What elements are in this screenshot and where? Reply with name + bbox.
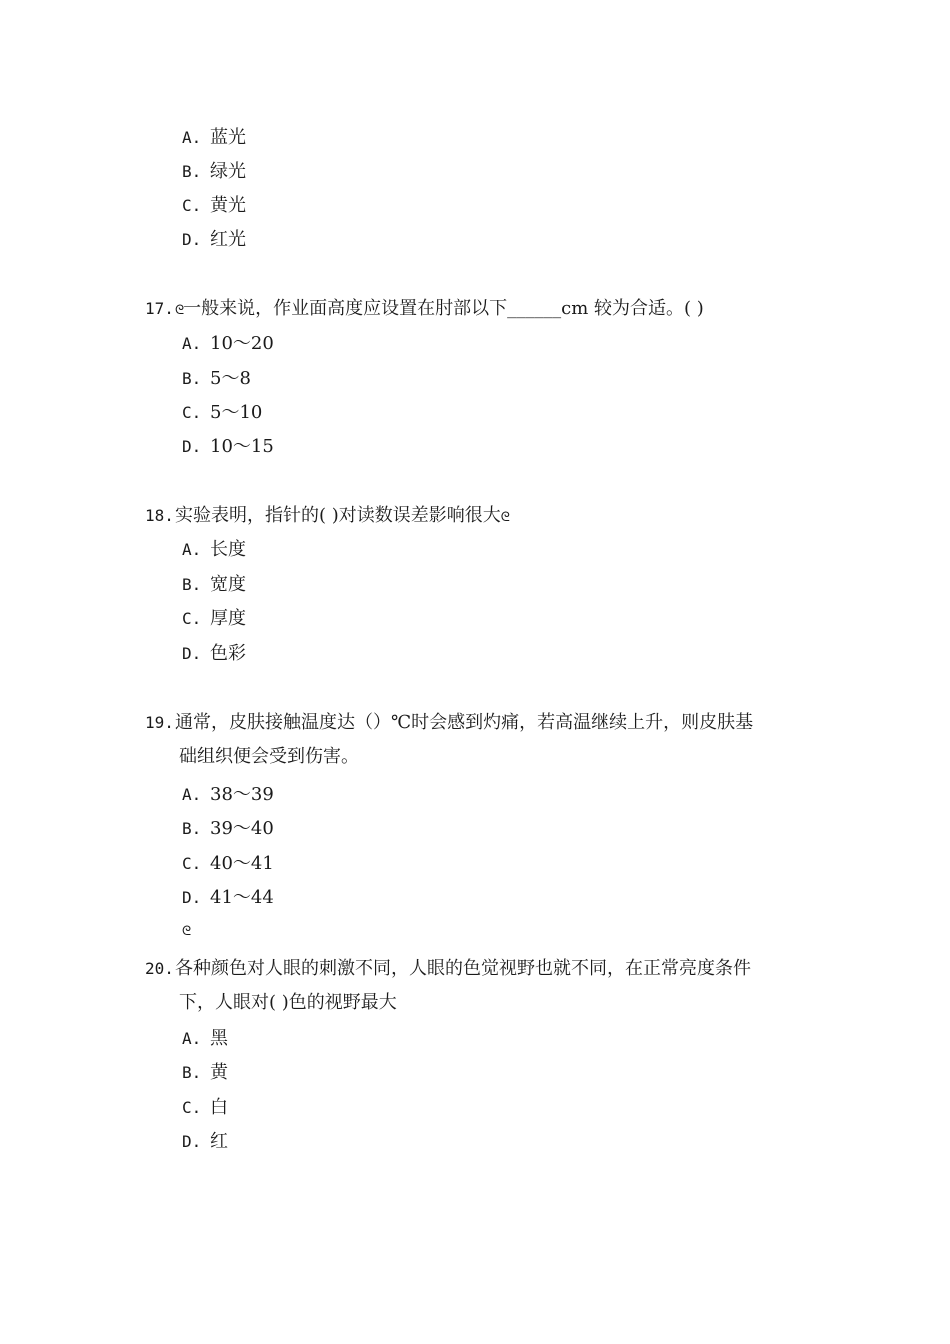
- q16-option-a: [182, 124, 246, 152]
- option-text: 蓝光: [210, 127, 246, 148]
- marker-glyph: ᘓ: [175, 303, 184, 318]
- question-number: 20.: [145, 959, 174, 978]
- option-letter: D.: [182, 437, 202, 456]
- question-number: 18.: [145, 506, 174, 525]
- option-letter: C.: [182, 609, 202, 628]
- question-18: [145, 499, 825, 535]
- question-text-line-1: 各种颜色对人眼的刺激不同，人眼的色觉视野也就不同，在正常亮度条件: [175, 958, 751, 979]
- option-text: 色彩: [210, 643, 246, 664]
- option-letter: B.: [182, 1063, 202, 1082]
- option-letter: A.: [182, 1029, 202, 1048]
- question-text: 实验表明，指针的( )对读数误差影响很大: [175, 505, 501, 526]
- option-letter: A.: [182, 540, 202, 559]
- question-text-line-2: 下，人眼对( )色的视野最大: [179, 992, 397, 1013]
- q19-option-d: [182, 884, 274, 912]
- option-letter: A.: [182, 785, 202, 804]
- option-letter: D.: [182, 888, 202, 907]
- option-text: 黄光: [210, 195, 246, 216]
- question-number: 17.: [145, 299, 174, 318]
- option-text: 5～8: [210, 368, 251, 389]
- option-text: 红: [210, 1131, 228, 1152]
- option-letter: C.: [182, 196, 202, 215]
- option-letter: B.: [182, 369, 202, 388]
- question-number: 19.: [145, 713, 174, 732]
- q17-option-b: [182, 365, 251, 393]
- option-text: 长度: [210, 539, 246, 560]
- option-text: 厚度: [210, 608, 246, 629]
- option-text: 10～20: [210, 333, 274, 354]
- option-text: 绿光: [210, 161, 246, 182]
- option-letter: D.: [182, 1132, 202, 1151]
- question-text: 一般来说，作业面高度应设置在肘部以下______cm 较为合适。( ): [183, 298, 704, 319]
- q16-option-d: [182, 226, 246, 254]
- q16-option-b: [182, 158, 246, 186]
- q20-option-b: [182, 1059, 228, 1087]
- option-letter: D.: [182, 230, 202, 249]
- q20-option-d: [182, 1128, 228, 1156]
- option-letter: D.: [182, 644, 202, 663]
- option-text: 黄: [210, 1062, 228, 1083]
- marker-glyph: ᘓ: [500, 510, 509, 525]
- option-letter: C.: [182, 854, 202, 873]
- option-letter: A.: [182, 128, 202, 147]
- separator-marker-glyph: ᘓ: [182, 924, 191, 939]
- option-text: 黑: [210, 1028, 228, 1049]
- option-letter: C.: [182, 1098, 202, 1117]
- q17-option-a: [182, 330, 274, 358]
- option-letter: A.: [182, 334, 202, 353]
- q17-option-c: [182, 399, 262, 427]
- option-text: 白: [210, 1097, 228, 1118]
- q16-option-c: [182, 192, 246, 220]
- option-letter: B.: [182, 575, 202, 594]
- q19-option-a: [182, 781, 274, 809]
- option-text: 宽度: [210, 574, 246, 595]
- option-text: 5～10: [210, 402, 263, 423]
- q20-option-a: [182, 1025, 228, 1053]
- q18-option-d: [182, 640, 246, 668]
- option-letter: B.: [182, 819, 202, 838]
- option-letter: B.: [182, 162, 202, 181]
- q18-option-c: [182, 605, 246, 633]
- option-text: 40～41: [210, 853, 274, 874]
- q18-option-b: [182, 571, 246, 599]
- option-text: 41～44: [210, 887, 274, 908]
- option-text: 39～40: [210, 818, 274, 839]
- option-text: 38～39: [210, 784, 274, 805]
- option-text: 10～15: [210, 436, 274, 457]
- q20-option-c: [182, 1094, 228, 1122]
- question-19: [145, 706, 825, 774]
- q18-option-a: [182, 536, 246, 564]
- q19-option-c: [182, 850, 274, 878]
- question-17: [145, 292, 825, 328]
- question-text-line-2: 础组织便会受到伤害。: [179, 746, 359, 767]
- option-text: 红光: [210, 229, 246, 250]
- q17-option-d: [182, 433, 274, 461]
- option-letter: C.: [182, 403, 202, 422]
- q19-option-b: [182, 815, 274, 843]
- question-text-line-1: 通常，皮肤接触温度达（）℃时会感到灼痛，若高温继续上升，则皮肤基: [175, 712, 754, 733]
- question-20: [145, 952, 825, 1020]
